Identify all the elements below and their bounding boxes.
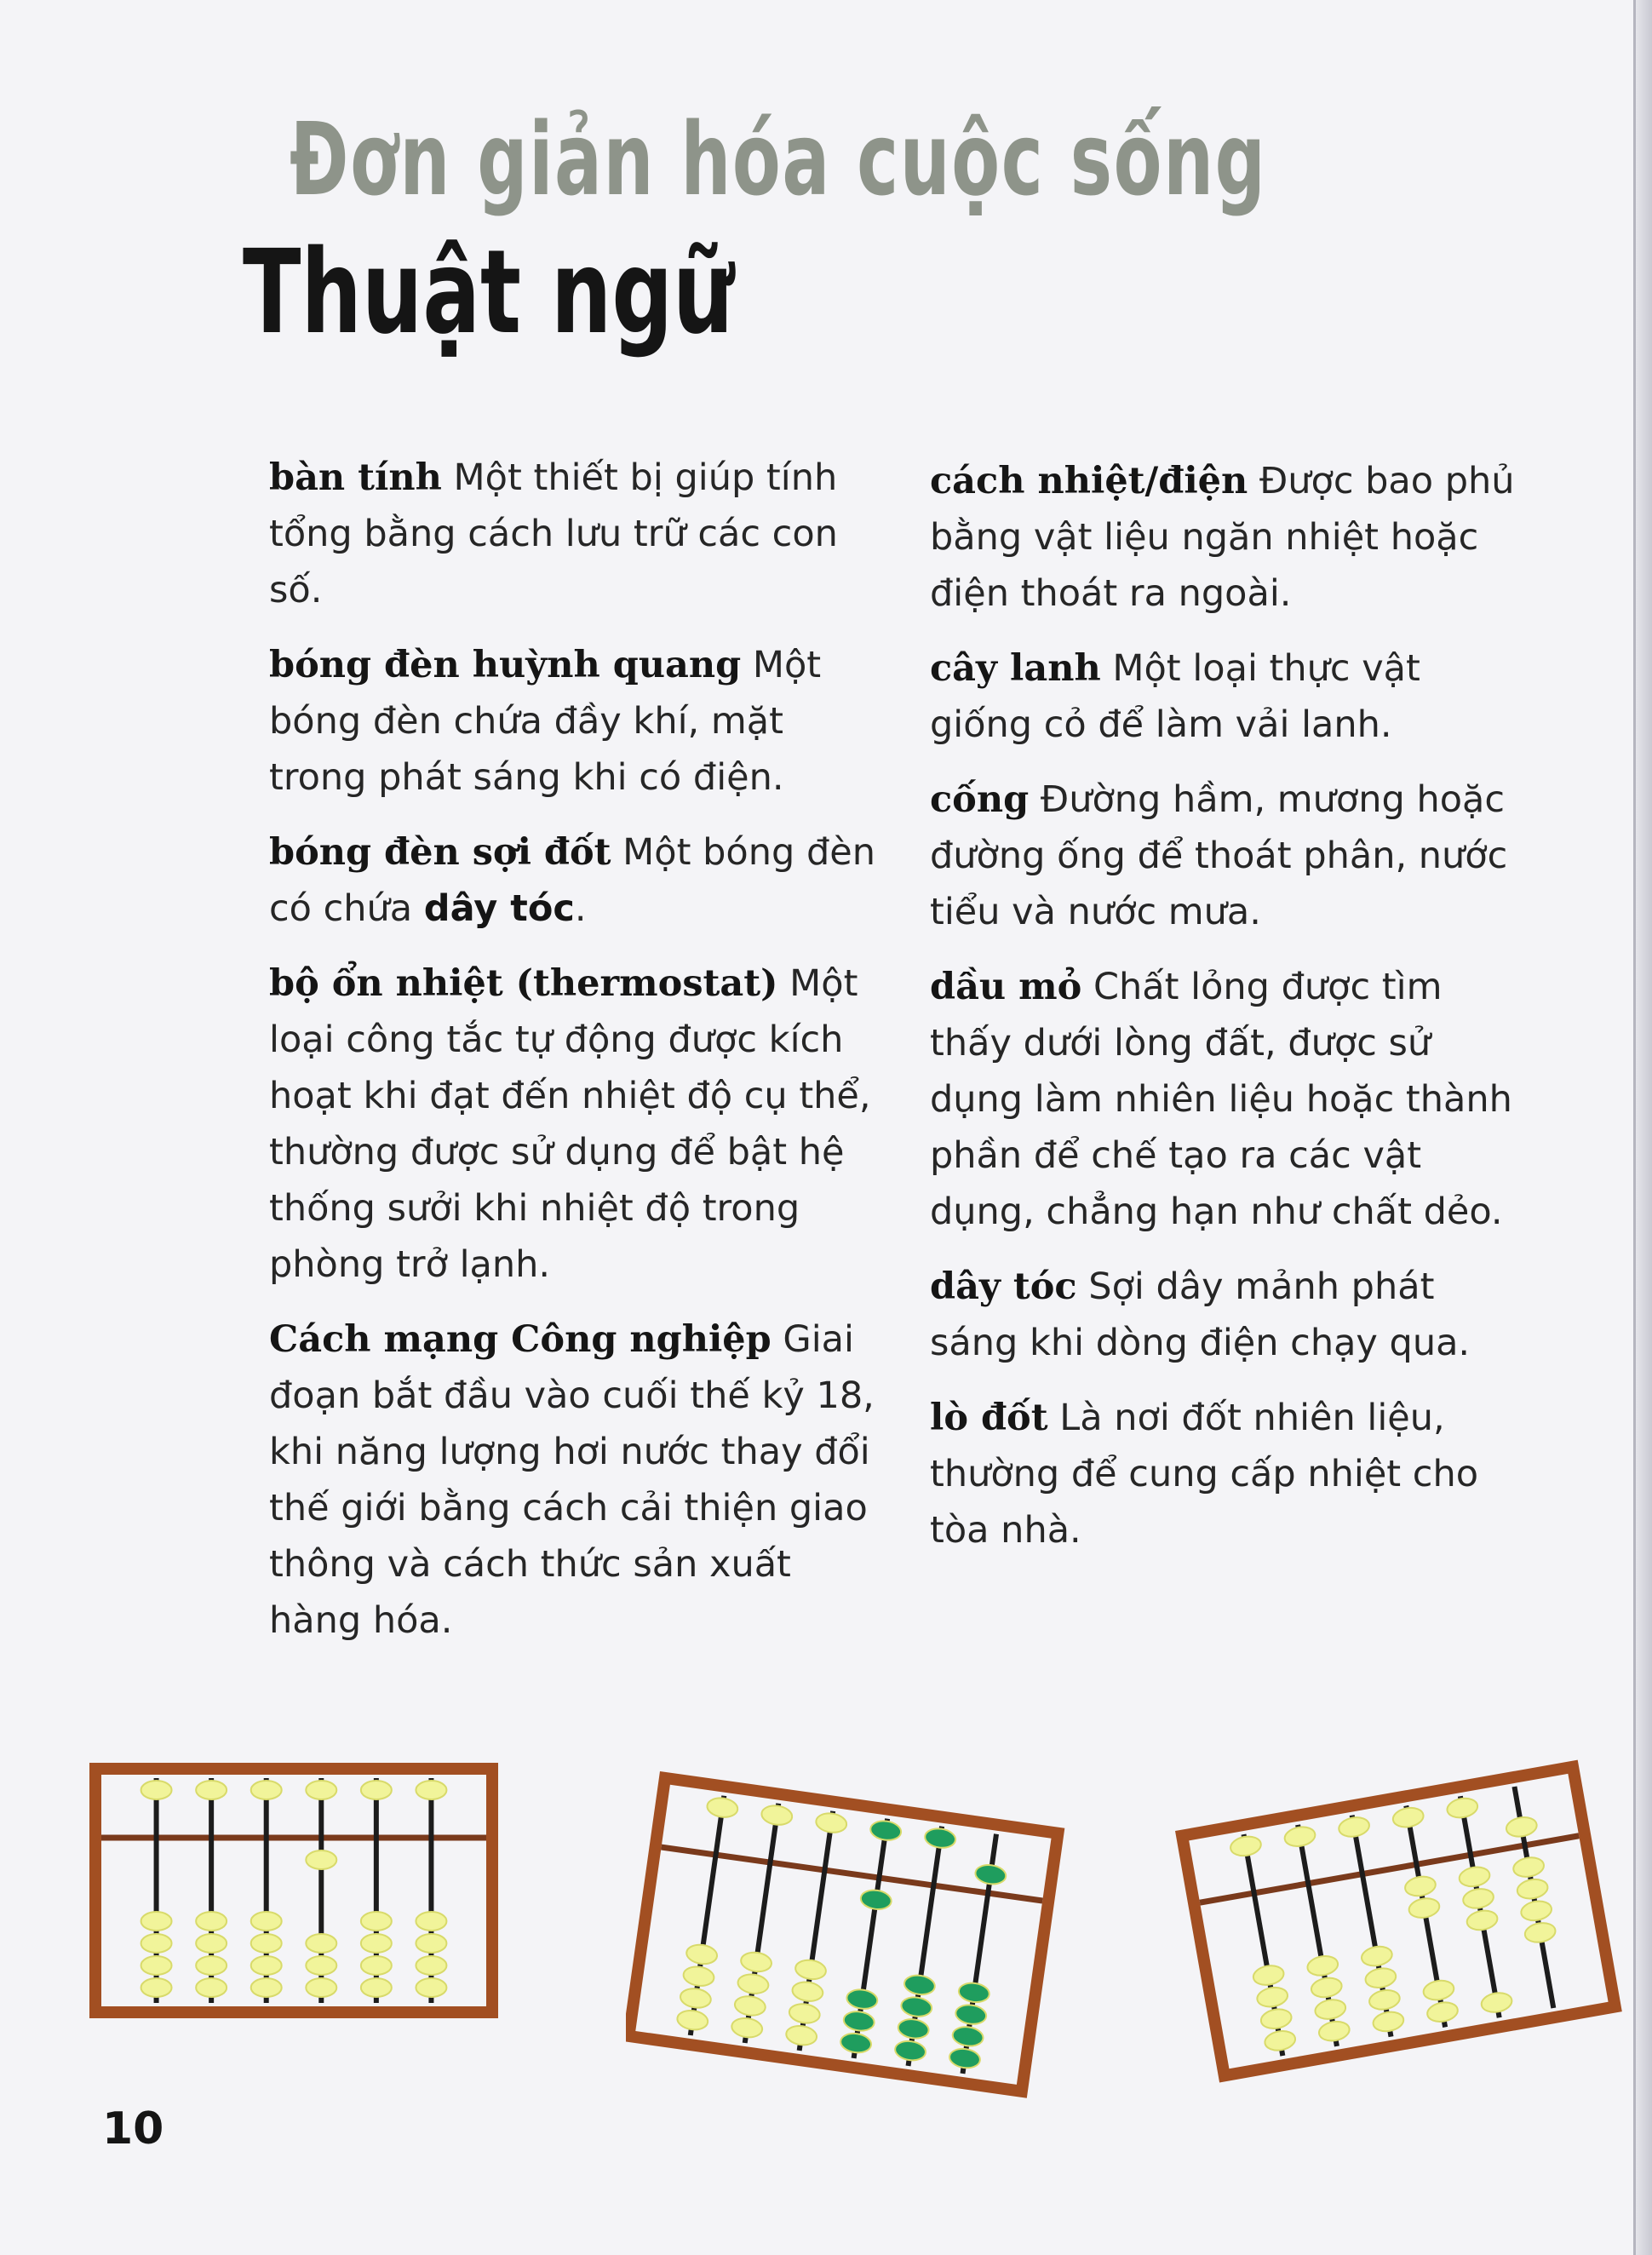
- abacus-bead: [1511, 1856, 1545, 1879]
- abacus-bead: [1283, 1825, 1316, 1849]
- abacus-bead: [196, 1781, 227, 1799]
- abacus-bead: [846, 1988, 879, 2011]
- series-title: Đơn giản hóa cuộc sống: [290, 100, 1267, 218]
- abacus-bead: [900, 1995, 933, 2018]
- abacus-bead: [306, 1978, 336, 1997]
- abacus-left-group: [95, 1769, 492, 2012]
- glossary-definition: Là nơi đốt nhiên liệu, thường để cung cấp nhiệt cho tòa nhà.: [930, 1397, 1479, 1552]
- abacus-bead: [680, 1987, 713, 2010]
- abacus-bead: [1391, 1805, 1425, 1829]
- abacus-bead: [676, 2009, 709, 2032]
- glossary-definition: Một loại thực vật giống cỏ để làm vải lanh.: [930, 647, 1420, 746]
- abacus-bead: [740, 1951, 773, 1974]
- abacus-bead: [141, 1978, 172, 1997]
- abacus-bead: [842, 2010, 875, 2033]
- abacus-bead: [306, 1934, 336, 1953]
- glossary-term: bộ ổn nhiệt (thermostat): [269, 962, 778, 1005]
- abacus-bead: [196, 1912, 227, 1931]
- abacus-bead: [788, 2002, 821, 2025]
- abacus-bead: [1372, 2010, 1405, 2034]
- abacus-bead: [141, 1934, 172, 1953]
- abacus-bead: [361, 1934, 392, 1953]
- abacus-bead: [1314, 1998, 1347, 2022]
- abacus-bead: [815, 1811, 848, 1834]
- page-title: Thuật ngữ: [243, 226, 734, 360]
- abacus-middle-group: [628, 1778, 1058, 2091]
- abacus-bead: [361, 1912, 392, 1931]
- glossary-entry-cong: [930, 772, 1526, 940]
- glossary-term: cách nhiệt/điện: [930, 460, 1248, 502]
- glossary-definition: Sợi dây mảnh phát sáng khi dòng điện chạy qua.: [930, 1265, 1471, 1364]
- abacus-bead: [416, 1912, 446, 1931]
- glossary-definition-end: .: [574, 887, 587, 930]
- abacus-bead: [1461, 1886, 1494, 1910]
- glossary-definition: Chất lỏng được tìm thấy dưới lòng đất, được sử dụng làm nhiên liệu hoặc thành phần để chế tạo ra các vật dụng, chẳng hạn như chất dẻo.: [930, 966, 1512, 1233]
- abacus-bead: [251, 1956, 282, 1975]
- page-number: 10: [102, 2103, 164, 2155]
- abacus-bead: [196, 1956, 227, 1975]
- abacus-bead: [1229, 1834, 1262, 1858]
- glossary-definition: Giai đoạn bắt đầu vào cuối thế kỷ 18, khi năng lượng hơi nước thay đổi thế giới bằng cách cải thiện giao thông và cách thức sản xuất hàng hóa.: [269, 1318, 875, 1642]
- abacus-bead: [791, 1980, 824, 2003]
- abacus-bead: [1252, 1964, 1285, 1988]
- abacus-bead: [731, 2017, 764, 2040]
- glossary-term: Cách mạng Công nghiệp: [269, 1318, 772, 1361]
- abacus-bead: [141, 1781, 172, 1799]
- abacus-bead: [869, 1819, 903, 1842]
- glossary-term: cống: [930, 778, 1030, 821]
- abacus-bead: [1337, 1815, 1370, 1839]
- abacus-bead: [924, 1827, 957, 1850]
- page-edge: [1633, 0, 1652, 2255]
- abacus-bead: [1264, 2028, 1297, 2052]
- abacus-bead: [1425, 2000, 1459, 2024]
- abacus-bead: [306, 1781, 336, 1799]
- abacus-bead: [251, 1934, 282, 1953]
- abacus-bead: [794, 1959, 828, 1982]
- glossary-term: dây tóc: [930, 1265, 1077, 1308]
- glossary-term: lò đốt: [930, 1397, 1048, 1439]
- abacus-bead: [1505, 1815, 1538, 1839]
- glossary-column-left: [269, 450, 882, 1667]
- abacus-bead: [306, 1956, 336, 1975]
- abacus-bead: [1446, 1796, 1479, 1820]
- glossary-definition: Một loại công tắc tự động được kích hoạt khi đạt đến nhiệt độ cụ thể, thường được sử dụng để bật hệ thống sưởi khi nhiệt độ trong phòng trở lạnh.: [269, 962, 871, 1286]
- abacus-illustration-left: [89, 1763, 515, 2069]
- abacus-bead: [1306, 1954, 1339, 1977]
- abacus-bead: [955, 2003, 988, 2026]
- abacus-bead: [1523, 1920, 1557, 1944]
- abacus-bead: [141, 1956, 172, 1975]
- abacus-bead: [840, 2032, 873, 2055]
- abacus-bead: [1403, 1874, 1437, 1898]
- abacus-bead: [416, 1978, 446, 1997]
- abacus-bead: [682, 1965, 715, 1988]
- glossary-term: bóng đèn huỳnh quang: [269, 644, 742, 686]
- glossary-cross-reference: dây tóc: [423, 887, 575, 930]
- abacus-bead: [251, 1912, 282, 1931]
- glossary-column-right: [930, 453, 1526, 1577]
- glossary-definition: Đường hầm, mương hoặc đường ống để thoát phân, nước tiểu và nước mưa.: [930, 778, 1508, 933]
- abacus-bead: [361, 1956, 392, 1975]
- glossary-definition: Một thiết bị giúp tính tổng bằng cách lưu trữ các con số.: [269, 456, 838, 611]
- glossary-entry-day-toc: [930, 1259, 1526, 1371]
- abacus-bead: [706, 1796, 739, 1819]
- abacus-bead: [251, 1978, 282, 1997]
- abacus-bead: [1422, 1978, 1455, 2002]
- abacus-bead: [1364, 1966, 1397, 1990]
- glossary-entry-ban-tinh: [269, 450, 882, 618]
- abacus-bead: [361, 1978, 392, 1997]
- abacus-bead: [957, 1981, 990, 2004]
- abacus-bead: [1310, 1976, 1343, 2000]
- abacus-bead: [1360, 1944, 1393, 1968]
- abacus-bead: [760, 1804, 794, 1827]
- abacus-bead: [361, 1781, 392, 1799]
- abacus-bead: [141, 1912, 172, 1931]
- abacus-bead: [416, 1934, 446, 1953]
- abacus-bead: [1458, 1865, 1491, 1889]
- abacus-bead: [1480, 1991, 1513, 2015]
- glossary-definition: Được bao phủ bằng vật liệu ngăn nhiệt hoặc điện thoát ra ngoài.: [930, 460, 1515, 615]
- abacus-bead: [1516, 1877, 1549, 1901]
- glossary-term: bóng đèn sợi đốt: [269, 831, 611, 874]
- abacus-bead: [416, 1781, 446, 1799]
- abacus-bead: [196, 1934, 227, 1953]
- abacus-illustration-middle: [626, 1737, 1103, 2129]
- abacus-bead: [951, 2025, 984, 2048]
- glossary-entry-lo-dot: [930, 1390, 1526, 1558]
- glossary-entry-cach-nhiet: [930, 453, 1526, 622]
- abacus-bead: [859, 1888, 892, 1911]
- abacus-bead: [1520, 1899, 1553, 1923]
- abacus-bead: [785, 2024, 818, 2047]
- abacus-bead: [416, 1956, 446, 1975]
- abacus-bead: [1256, 1985, 1289, 2009]
- abacus-bead: [306, 1850, 336, 1869]
- abacus-bead: [1259, 2007, 1293, 2031]
- abacus-illustration-right: [1158, 1737, 1635, 2129]
- abacus-bead: [733, 1994, 766, 2017]
- abacus-bead: [685, 1943, 719, 1966]
- abacus-bead: [894, 2040, 927, 2063]
- abacus-bead: [196, 1978, 227, 1997]
- abacus-bead: [1317, 2019, 1351, 2043]
- glossary-term: dầu mỏ: [930, 966, 1082, 1008]
- glossary-term: cây lanh: [930, 647, 1101, 690]
- glossary-entry-dau-mo: [930, 959, 1526, 1240]
- abacus-bead: [1408, 1896, 1441, 1920]
- abacus-bead: [1368, 1988, 1401, 2011]
- abacus-bead: [251, 1781, 282, 1799]
- abacus-bead: [974, 1863, 1007, 1886]
- glossary-entry-cach-mang-cong-nghiep: [269, 1311, 882, 1649]
- glossary-term: bàn tính: [269, 456, 442, 499]
- glossary-entry-bong-den-huynh-quang: [269, 637, 882, 806]
- glossary-definition: Một bóng đèn có chứa: [269, 831, 875, 930]
- abacus-right-group: [1182, 1767, 1615, 2076]
- glossary-entry-cay-lanh: [930, 640, 1526, 753]
- abacus-bead: [949, 2047, 982, 2070]
- abacus-bead: [737, 1972, 770, 1995]
- glossary-entry-bo-on-nhiet: [269, 955, 882, 1293]
- abacus-bead: [897, 2017, 930, 2040]
- glossary-definition: Một bóng đèn chứa đầy khí, mặt trong phát sáng khi có điện.: [269, 644, 822, 799]
- abacus-bead: [903, 1973, 937, 1996]
- abacus-bead: [1466, 1908, 1499, 1932]
- glossary-entry-bong-den-soi-dot: [269, 824, 882, 937]
